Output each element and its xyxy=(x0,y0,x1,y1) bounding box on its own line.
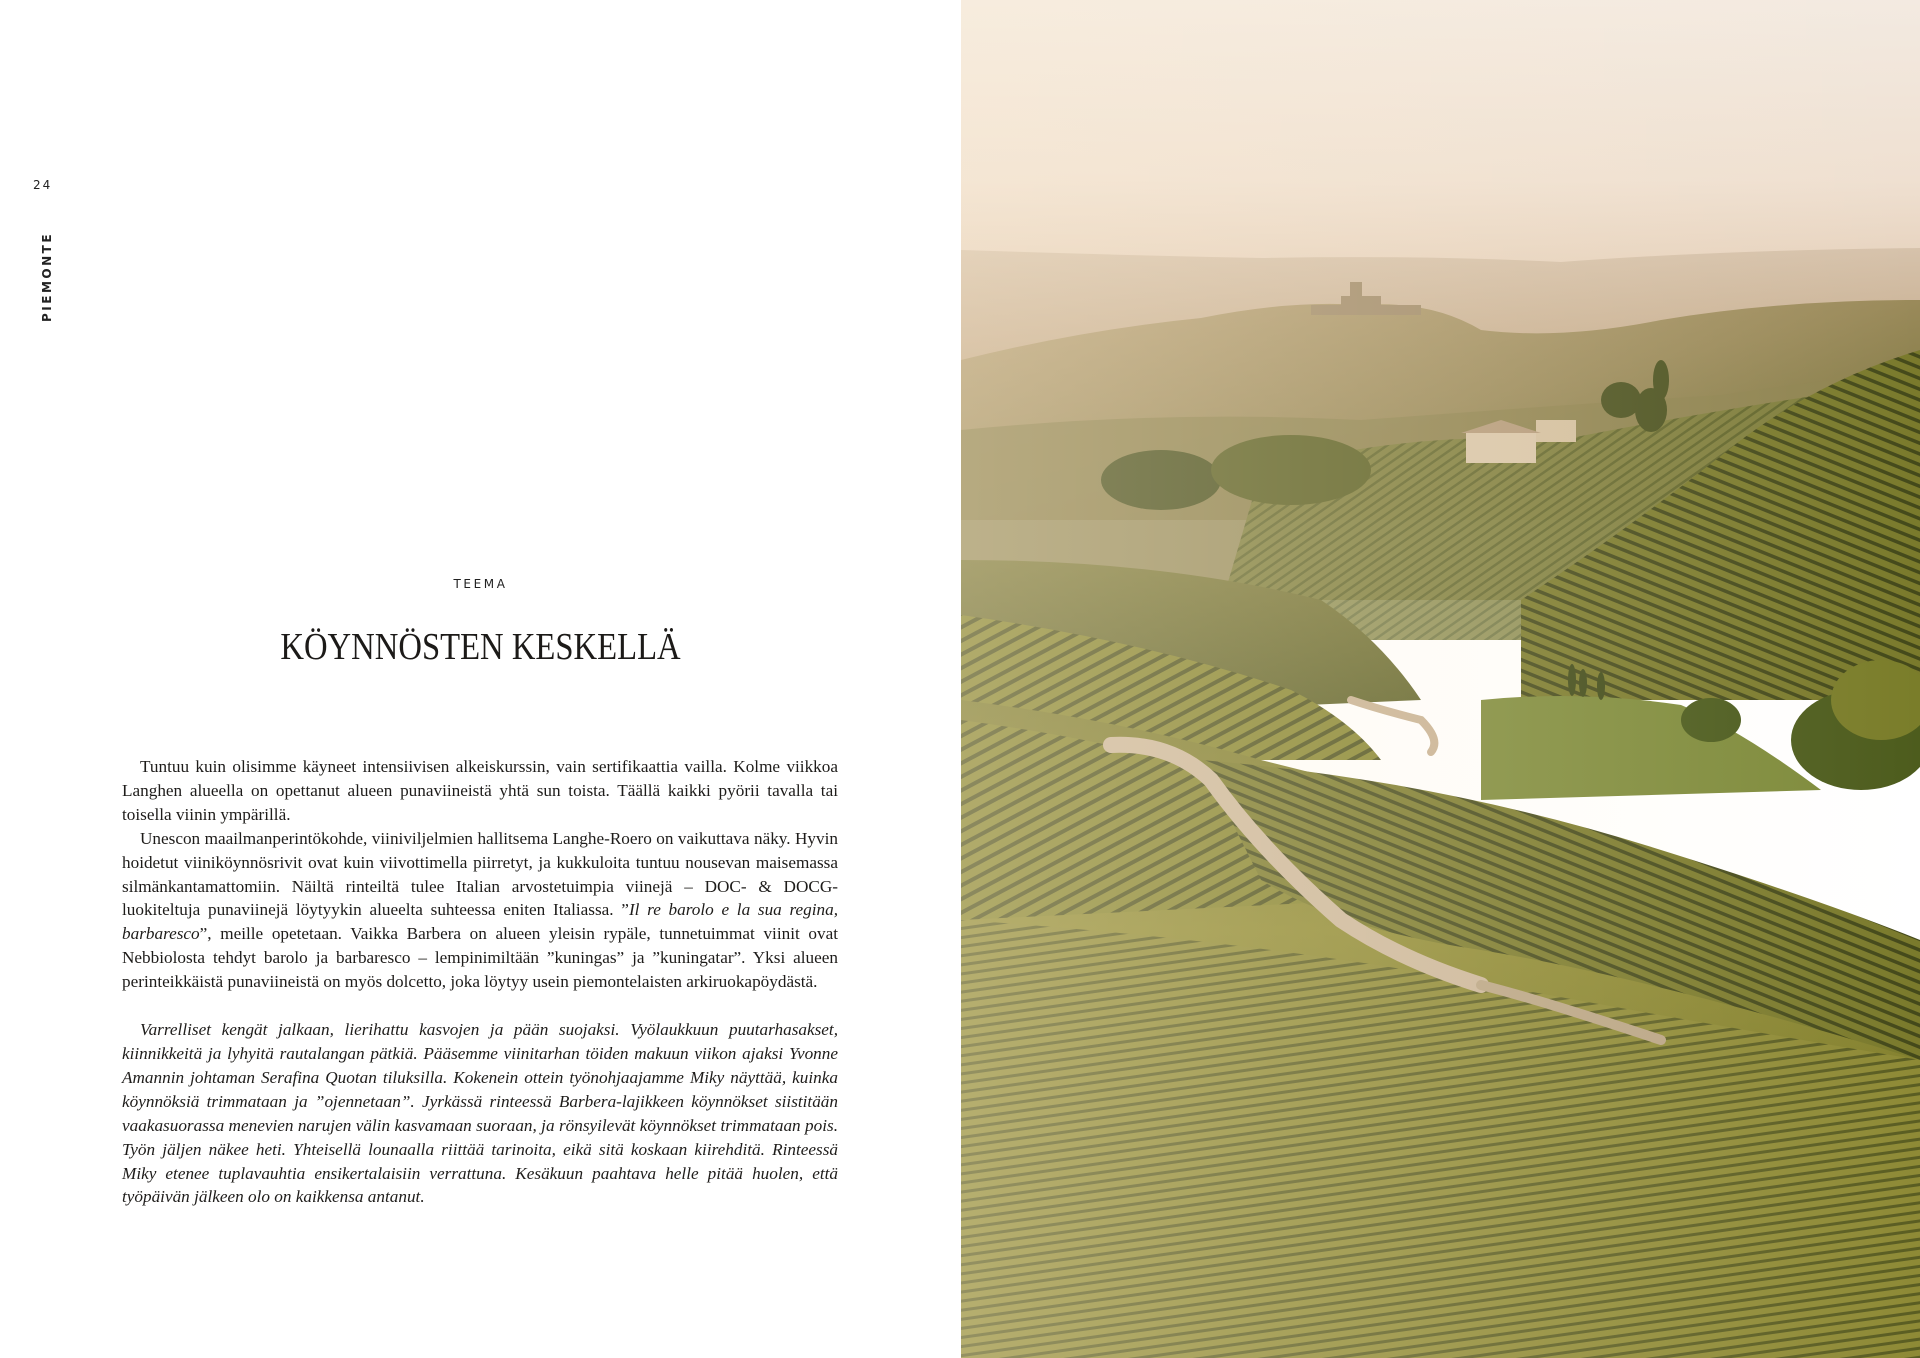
page-number: 24 xyxy=(33,178,53,192)
kicker: TEEMA xyxy=(453,577,508,591)
headline: KÖYNNÖSTEN KESKELLÄ xyxy=(280,626,681,668)
paragraph-1: Tuntuu kuin olisimme käyneet intensiivisen alkeiskurssin, vain sertifikaattia vailla. Kolme viikkoa Langhen alueella on opettanut alueen punaviineistä yhtä sun toista. Täällä kaikki pyörii tavalla tai toisella viinin ympärillä. xyxy=(122,757,838,824)
paragraph-2 xyxy=(122,827,838,994)
paragraph-3: Varrelliset kengät jalkaan, lierihattu kasvojen ja pään suojaksi. Vyölaukkuun puutarhasakset, kiinnikkeitä ja lyhyitä rautalangan pätkiä. Pääsemme viinitarhan töiden makuun viikon ajaksi Yvonne Amannin johtaman Serafina Quotan tiluksilla. Kokenein ottein työnohjaajamme Miky näyttää, kuinka köynnöksiä trimmataan ja ”ojennetaan”. Jyrkässä rinteessä Barbera-lajikkeen köynnökset siistitään vaakasuorassa menevien narujen välin kasvamaan suoraan, ja rönsyilevät köynnökset trimmataan pois. Työn jäljen näkee heti. Yhteisellä lounaalla riittää tarinoita, eikä sitä koskaan kiirehditä. Rinteessä Miky etenee tuplavauhtia ensikertalaisiin verrattuna. Kesäkuun paahtava helle pitää huolen, että työpäivän jälkeen olo on kaikkensa antanut. xyxy=(122,1020,838,1207)
section-label: PIEMONTE xyxy=(40,231,54,322)
sun-glow xyxy=(961,0,1920,1358)
paragraph-2-italic-quote: Il re barolo e la sua regina, barbaresco xyxy=(122,900,838,944)
article-body xyxy=(122,755,838,1209)
paragraph-2-part-a: Unescon maailmanperintökohde, viiniviljelmien hallitsema Langhe-Roero on vaikuttava näky. Hyvin hoidetut viiniköynnösrivit ovat kuin viivottimella piirretyt, ja kukkuloita tuntuu nousevan maisemassa silmänkantamattomiin. Näiltä rinteiltä tulee Italian arvostetuimpia viinejä – DOC- & DOCG-luokiteltuja punaviinejä löytyykin alueelta suhteessa eniten Italiassa. ” xyxy=(122,828,838,920)
vineyard-landscape-image xyxy=(961,0,1920,1358)
paragraph-2-part-b: ”, meille opetetaan. Vaikka Barbera on alueen yleisin rypäle, tunnetuimmat viinit ovat Nebbiolosta tehdyt barolo ja barbaresco – lempinimiltään ”kuningas” ja ”kuningatar”. Yksi alueen perinteikkäistä punaviineistä on myös dolcetto, joka löytyy usein piemontelaisten arkiruokapöydästä. xyxy=(122,924,838,992)
vineyard-photo xyxy=(961,0,1920,1358)
